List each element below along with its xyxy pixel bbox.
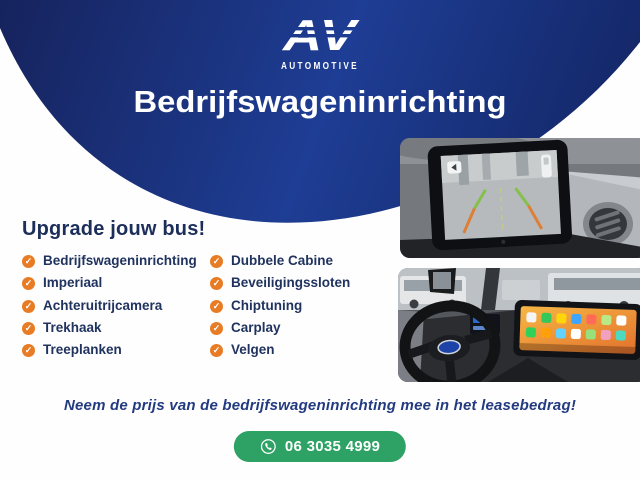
photo-van-interior xyxy=(398,268,640,382)
feature-label: Treeplanken xyxy=(43,342,122,358)
whatsapp-call-button[interactable] xyxy=(234,431,406,462)
feature-item xyxy=(210,254,350,269)
feature-label: Achteruitrijcamera xyxy=(43,297,163,313)
feature-item xyxy=(210,321,350,336)
feature-item xyxy=(22,276,210,291)
feature-label: Dubbele Cabine xyxy=(231,253,334,268)
feature-item xyxy=(22,321,210,336)
brand-name: AUTOMOTIVE xyxy=(281,60,359,72)
van-dashboard-illustration xyxy=(398,268,640,382)
feature-label: Beveiligingssloten xyxy=(231,275,351,291)
features-heading: Upgrade jouw bus! xyxy=(22,218,206,240)
feature-item xyxy=(22,299,210,314)
lease-note: Neem de prijs van de bedrijfswageninrichting mee in het leasebedrag! xyxy=(63,397,577,414)
check-icon: ✓ xyxy=(22,322,35,335)
check-icon: ✓ xyxy=(210,322,223,335)
check-icon: ✓ xyxy=(22,300,35,313)
phone-number: 06 3035 4999 xyxy=(284,438,381,455)
check-icon: ✓ xyxy=(210,300,223,313)
feature-label: Velgen xyxy=(231,342,275,358)
logo-stripe xyxy=(282,27,360,30)
brand-logo xyxy=(281,11,360,72)
feature-item xyxy=(210,343,350,358)
feature-item xyxy=(210,276,350,291)
feature-label: Carplay xyxy=(231,320,281,336)
check-icon: ✓ xyxy=(210,255,223,268)
features-section xyxy=(22,218,392,366)
check-icon: ✓ xyxy=(210,277,223,290)
feature-label: Chiptuning xyxy=(231,297,303,313)
feature-item xyxy=(210,299,350,314)
feature-label: Imperiaal xyxy=(43,275,103,291)
photo-reversing-camera xyxy=(400,138,640,258)
features-column-1 xyxy=(22,254,210,366)
logo-stripe xyxy=(282,34,360,37)
check-icon: ✓ xyxy=(22,344,35,357)
feature-label: Trekhaak xyxy=(43,320,102,336)
feature-item xyxy=(22,254,210,269)
whatsapp-icon xyxy=(260,438,277,455)
check-icon: ✓ xyxy=(22,255,35,268)
check-icon: ✓ xyxy=(22,277,35,290)
feature-label: Bedrijfswageninrichting xyxy=(43,253,197,268)
page-title: Bedrijfswageninrichting xyxy=(133,84,507,119)
features-column-2 xyxy=(210,254,350,366)
feature-item xyxy=(22,343,210,358)
check-icon: ✓ xyxy=(210,344,223,357)
reversing-camera-illustration xyxy=(400,138,640,258)
features-columns xyxy=(22,254,392,366)
